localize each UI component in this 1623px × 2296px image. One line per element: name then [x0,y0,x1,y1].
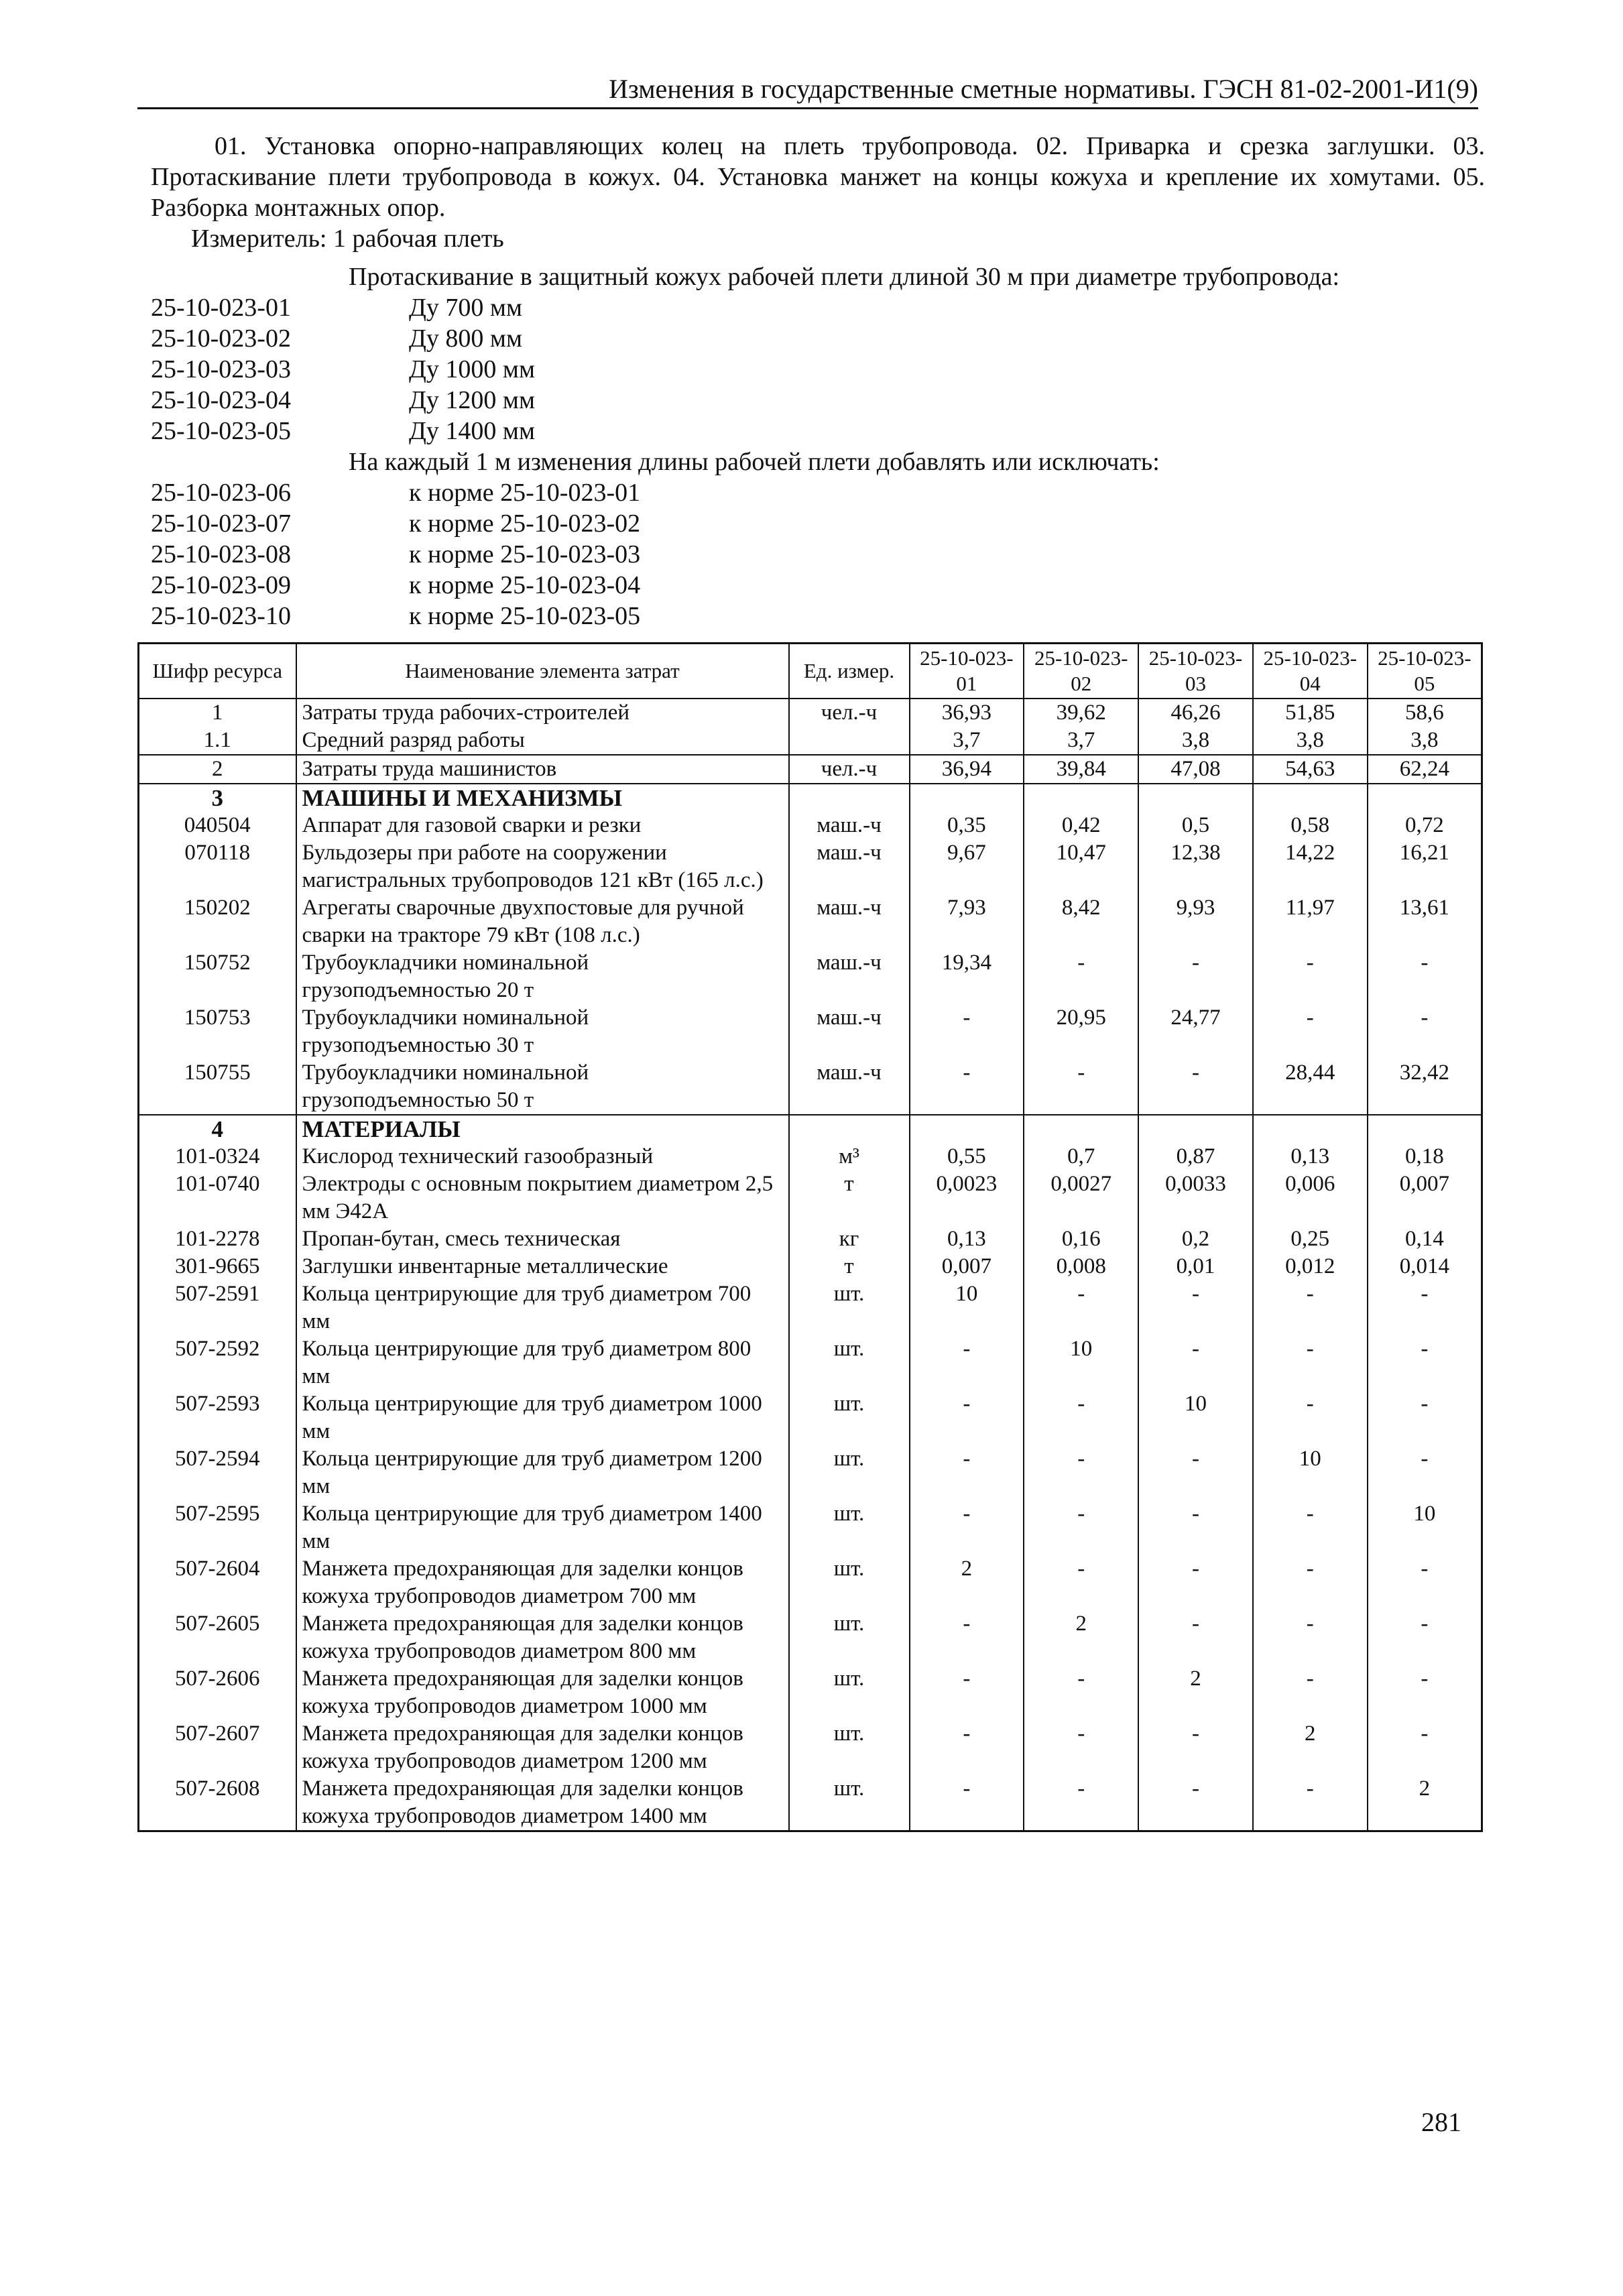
cell-norm-02: 2 [1024,1610,1138,1665]
cell-norm-02: - [1024,1775,1138,1831]
cell-unit: шт. [789,1610,910,1665]
cell-norm-03: 0,2 [1138,1225,1253,1253]
table-row [139,1335,1482,1390]
cell-norm-04: - [1253,1555,1368,1610]
cell-name: Манжета предохраняющая для заделки концов кожуха трубопроводов диаметром 700 мм [296,1555,789,1610]
cell-norm-03: - [1138,949,1253,1004]
cell-norm-03: 24,77 [1138,1004,1253,1059]
table-row [139,1775,1482,1831]
cell-unit [789,1115,910,1143]
cell-norm-01: - [910,1665,1024,1720]
cell-norm-03: 2 [1138,1665,1253,1720]
cell-unit: маш.-ч [789,839,910,894]
cell-norm-02: - [1024,1280,1138,1335]
header-title: Изменения в государственные сметные нормативы. ГЭСН 81-02-2001-И1(9) [609,74,1478,104]
cell-norm-03: - [1138,1445,1253,1500]
table-row [139,1390,1482,1445]
cell-norm-05: 0,007 [1368,1170,1482,1225]
work-composition: 01. Установка опорно-направляющих колец на плеть трубопровода. 02. Приварка и срезка заглушки. 03. Протаскивание плети трубопровода в кожух. 04. Установка манжет на концы кожуха и крепление их хомутами. 05. Разборка монтажных опор. [151,132,1485,222]
cell-norm-01 [910,784,1024,812]
cell-code: 507-2606 [139,1665,296,1720]
norm-heading-text: Протаскивание в защитный кожух рабочей плети длиной 30 м при диаметре трубопровода: [349,263,1340,291]
cell-name: Манжета предохраняющая для заделки концов кожуха трубопроводов диаметром 800 мм [296,1610,789,1665]
norm-item [151,385,1485,416]
cell-norm-05: - [1368,1335,1482,1390]
cell-norm-05: - [1368,1610,1482,1665]
cell-norm-02: 0,42 [1024,812,1138,839]
cell-norm-02: 0,008 [1024,1253,1138,1280]
cell-norm-05: 0,72 [1368,812,1482,839]
table-row [139,1720,1482,1775]
norm-code: 25-10-023-06 [151,479,291,507]
cell-norm-01: 3,7 [910,727,1024,755]
norm-item [151,477,1485,508]
cell-unit: т [789,1170,910,1225]
cell-norm-05: 32,42 [1368,1059,1482,1115]
page-number: 281 [1421,2107,1461,2137]
cell-norm-01: 0,35 [910,812,1024,839]
cell-norm-05: 0,014 [1368,1253,1482,1280]
cell-name: Манжета предохраняющая для заделки концов кожуха трубопроводов диаметром 1200 мм [296,1720,789,1775]
cell-norm-05: - [1368,1004,1482,1059]
table-row [139,894,1482,949]
cell-norm-01: 0,007 [910,1253,1024,1280]
cell-unit: чел.-ч [789,699,910,727]
cell-norm-04: - [1253,1335,1368,1390]
cell-norm-03: 0,01 [1138,1253,1253,1280]
cell-norm-02: 10 [1024,1335,1138,1390]
table-row [139,1004,1482,1059]
cell-norm-03: 3,8 [1138,727,1253,755]
cell-code: 070118 [139,839,296,894]
cell-code: 150753 [139,1004,296,1059]
cell-norm-02 [1024,784,1138,812]
cell-name: Средний разряд работы [296,727,789,755]
cell-code: 3 [139,784,296,812]
table-row [139,949,1482,1004]
cell-norm-05: 62,24 [1368,755,1482,784]
cell-name: МАШИНЫ И МЕХАНИЗМЫ [296,784,789,812]
cell-norm-02: - [1024,1500,1138,1555]
table-row [139,812,1482,839]
cell-norm-04: - [1253,1665,1368,1720]
cell-norm-03: 47,08 [1138,755,1253,784]
norm-code: 25-10-023-01 [151,294,291,322]
cell-norm-04: 28,44 [1253,1059,1368,1115]
table-row [139,1665,1482,1720]
norm-code: 25-10-023-10 [151,602,291,630]
cell-norm-03: - [1138,1500,1253,1555]
cell-norm-05: - [1368,1390,1482,1445]
cell-unit: маш.-ч [789,812,910,839]
cell-norm-05: 16,21 [1368,839,1482,894]
cell-norm-02: 8,42 [1024,894,1138,949]
cell-name: Электроды с основным покрытием диаметром 2,5 мм Э42А [296,1170,789,1225]
norm-item [151,292,1485,323]
cell-name: Затраты труда машинистов [296,755,789,784]
cell-name: Кислород технический газообразный [296,1143,789,1170]
cell-unit: кг [789,1225,910,1253]
norm-item [151,570,1485,601]
norm-code: 25-10-023-03 [151,355,291,383]
cell-norm-04: 2 [1253,1720,1368,1775]
cell-norm-03: 0,5 [1138,812,1253,839]
norm-name: к норме 25-10-023-01 [409,479,641,507]
cell-unit: м³ [789,1143,910,1170]
cell-norm-05: - [1368,1280,1482,1335]
cell-norm-04: 0,012 [1253,1253,1368,1280]
cell-name: МАТЕРИАЛЫ [296,1115,789,1143]
cell-name: Аппарат для газовой сварки и резки [296,812,789,839]
cell-norm-01: - [910,1445,1024,1500]
norm-name: Ду 1400 мм [409,417,536,445]
norm-name: к норме 25-10-023-05 [409,602,641,630]
cell-norm-05: 3,8 [1368,727,1482,755]
cell-norm-02: - [1024,1555,1138,1610]
header-norm-03: 25-10-023-03 [1138,644,1253,699]
cell-unit: маш.-ч [789,1004,910,1059]
cell-norm-03: 9,93 [1138,894,1253,949]
cell-unit: шт. [789,1390,910,1445]
cell-norm-04: 0,25 [1253,1225,1368,1253]
cell-norm-04: - [1253,1390,1368,1445]
cell-code: 507-2593 [139,1390,296,1445]
norm-code: 25-10-023-09 [151,571,291,599]
cell-unit: шт. [789,1335,910,1390]
header-norm-05: 25-10-023-05 [1368,644,1482,699]
norm-name: к норме 25-10-023-03 [409,540,641,568]
cell-code: 1 [139,699,296,727]
cell-norm-02: - [1024,1720,1138,1775]
cell-code: 507-2605 [139,1610,296,1665]
table-header-row [139,644,1482,699]
cell-code: 4 [139,1115,296,1143]
cell-name: Затраты труда рабочих-строителей [296,699,789,727]
cell-norm-04: 0,13 [1253,1143,1368,1170]
measure-unit: Измеритель: 1 рабочая плеть [191,225,504,253]
table-row [139,1143,1482,1170]
cell-norm-04: 11,97 [1253,894,1368,949]
cell-name: Кольца центрирующие для труб диаметром 800 мм [296,1335,789,1390]
cell-code: 150202 [139,894,296,949]
header-norm-02: 25-10-023-02 [1024,644,1138,699]
norm-item [151,354,1485,385]
cell-unit: шт. [789,1775,910,1831]
norm-name: Ду 700 мм [409,294,523,322]
table-row [139,755,1482,784]
cell-name: Кольца центрирующие для труб диаметром 1200 мм [296,1445,789,1500]
norm-code: 25-10-023-08 [151,540,291,568]
cell-unit: маш.-ч [789,1059,910,1115]
cell-norm-04: 51,85 [1253,699,1368,727]
cell-norm-03: - [1138,1720,1253,1775]
cell-norm-04 [1253,1115,1368,1143]
cell-unit: шт. [789,1500,910,1555]
cell-code: 507-2594 [139,1445,296,1500]
cell-norm-01: 36,93 [910,699,1024,727]
cell-norm-02: - [1024,1390,1138,1445]
table-row [139,839,1482,894]
cell-code: 040504 [139,812,296,839]
cell-unit [789,727,910,755]
cell-norm-02: 39,62 [1024,699,1138,727]
norm-code: 25-10-023-05 [151,417,291,445]
cell-unit: шт. [789,1720,910,1775]
cell-norm-05: 0,18 [1368,1143,1482,1170]
cell-norm-02: 20,95 [1024,1004,1138,1059]
cell-norm-04: 14,22 [1253,839,1368,894]
cell-norm-05: - [1368,1555,1482,1610]
cell-code: 2 [139,755,296,784]
cell-norm-04: 10 [1253,1445,1368,1500]
cell-norm-03: - [1138,1610,1253,1665]
cell-norm-02: - [1024,949,1138,1004]
cell-norm-05 [1368,784,1482,812]
running-header [137,72,1478,109]
table-row [139,1555,1482,1610]
header-name: Наименование элемента затрат [296,644,789,699]
cell-norm-01: 0,55 [910,1143,1024,1170]
cell-name: Бульдозеры при работе на сооружении магистральных трубопроводов 121 кВт (165 л.с.) [296,839,789,894]
cell-norm-02: - [1024,1059,1138,1115]
cell-norm-04: - [1253,1004,1368,1059]
cell-norm-04: 3,8 [1253,727,1368,755]
norm-item [151,508,1485,539]
cell-norm-03: - [1138,1775,1253,1831]
cell-norm-01: - [910,1610,1024,1665]
cell-norm-01: - [910,1720,1024,1775]
cell-norm-02 [1024,1115,1138,1143]
cell-name: Кольца центрирующие для труб диаметром 1400 мм [296,1500,789,1555]
cell-unit: чел.-ч [789,755,910,784]
cell-norm-01: - [910,1500,1024,1555]
cell-norm-01: 7,93 [910,894,1024,949]
norm-list [151,261,1485,631]
norm-item [151,323,1485,354]
cell-norm-03: - [1138,1335,1253,1390]
cell-norm-04 [1253,784,1368,812]
cell-norm-04: - [1253,1280,1368,1335]
cell-norm-04: - [1253,1610,1368,1665]
table-row [139,784,1482,812]
cell-code: 1.1 [139,727,296,755]
cell-name: Кольца центрирующие для труб диаметром 700 мм [296,1280,789,1335]
norm-heading-text: На каждый 1 м изменения длины рабочей плети добавлять или исключать: [349,448,1160,476]
cell-norm-03: 0,0033 [1138,1170,1253,1225]
cell-unit: т [789,1253,910,1280]
norm-name: Ду 1000 мм [409,355,536,383]
norm-item [151,539,1485,570]
norm-group-heading [151,261,1485,292]
cell-code: 150752 [139,949,296,1004]
cell-norm-02: - [1024,1665,1138,1720]
norm-name: к норме 25-10-023-02 [409,509,641,538]
table-row [139,1280,1482,1335]
cell-norm-03 [1138,1115,1253,1143]
cell-unit: маш.-ч [789,894,910,949]
norm-code: 25-10-023-07 [151,509,291,538]
table-row [139,1115,1482,1143]
cell-norm-04: - [1253,949,1368,1004]
cell-norm-04: 54,63 [1253,755,1368,784]
cell-norm-03: - [1138,1280,1253,1335]
cell-code: 150755 [139,1059,296,1115]
norm-group-heading [151,446,1485,477]
table-row [139,1170,1482,1225]
norm-code: 25-10-023-02 [151,324,291,353]
table-row [139,1500,1482,1555]
cell-norm-03: 10 [1138,1390,1253,1445]
cell-name: Кольца центрирующие для труб диаметром 1000 мм [296,1390,789,1445]
cell-code: 507-2591 [139,1280,296,1335]
cell-name: Пропан-бутан, смесь техническая [296,1225,789,1253]
cell-name: Трубоукладчики номинальной грузоподъемностью 30 т [296,1004,789,1059]
table-row [139,727,1482,755]
cell-code: 101-0740 [139,1170,296,1225]
cell-norm-04: - [1253,1500,1368,1555]
table-row [139,1445,1482,1500]
cell-norm-04: - [1253,1775,1368,1831]
cell-norm-01: 2 [910,1555,1024,1610]
cell-norm-03: 0,87 [1138,1143,1253,1170]
cell-norm-01: - [910,1004,1024,1059]
cell-norm-05: - [1368,949,1482,1004]
cell-norm-03: - [1138,1059,1253,1115]
cell-name: Манжета предохраняющая для заделки концов кожуха трубопроводов диаметром 1400 мм [296,1775,789,1831]
cell-norm-01 [910,1115,1024,1143]
cell-code: 507-2607 [139,1720,296,1775]
cell-code: 507-2595 [139,1500,296,1555]
table-row [139,1253,1482,1280]
cell-norm-01: - [910,1390,1024,1445]
table-body [139,699,1482,1831]
norm-name: Ду 800 мм [409,324,523,353]
header-unit: Ед. измер. [789,644,910,699]
cell-norm-01: - [910,1775,1024,1831]
cell-norm-01: 0,0023 [910,1170,1024,1225]
cell-norm-01: - [910,1335,1024,1390]
cell-norm-02: 0,7 [1024,1143,1138,1170]
cell-norm-02: 39,84 [1024,755,1138,784]
cell-norm-05: 0,14 [1368,1225,1482,1253]
cell-norm-05: 10 [1368,1500,1482,1555]
cell-norm-05: 58,6 [1368,699,1482,727]
cell-name: Трубоукладчики номинальной грузоподъемностью 20 т [296,949,789,1004]
table-row [139,699,1482,727]
cell-norm-02: 0,16 [1024,1225,1138,1253]
norm-name: Ду 1200 мм [409,386,536,414]
norm-item [151,416,1485,446]
header-norm-04: 25-10-023-04 [1253,644,1368,699]
cell-norm-01: - [910,1059,1024,1115]
table-row [139,1610,1482,1665]
cell-unit: шт. [789,1665,910,1720]
cell-norm-05: 13,61 [1368,894,1482,949]
cell-name: Манжета предохраняющая для заделки концов кожуха трубопроводов диаметром 1000 мм [296,1665,789,1720]
cell-norm-01: 19,34 [910,949,1024,1004]
cell-norm-03: 12,38 [1138,839,1253,894]
cell-unit [789,784,910,812]
cell-norm-01: 10 [910,1280,1024,1335]
cell-norm-05 [1368,1115,1482,1143]
norm-name: к норме 25-10-023-04 [409,571,641,599]
header-code: Шифр ресурса [139,644,296,699]
cell-unit: шт. [789,1445,910,1500]
cell-code: 101-2278 [139,1225,296,1253]
cell-name: Заглушки инвентарные металлические [296,1253,789,1280]
cell-norm-04: 0,006 [1253,1170,1368,1225]
norm-item [151,601,1485,631]
cell-name: Трубоукладчики номинальной грузоподъемностью 50 т [296,1059,789,1115]
cell-norm-05: - [1368,1665,1482,1720]
cell-unit: шт. [789,1280,910,1335]
cell-norm-02: 0,0027 [1024,1170,1138,1225]
cell-code: 507-2592 [139,1335,296,1390]
cell-norm-01: 9,67 [910,839,1024,894]
table-row [139,1059,1482,1115]
cell-norm-03: - [1138,1555,1253,1610]
intro-block [151,131,1485,254]
cell-name: Агрегаты сварочные двухпостовые для ручной сварки на тракторе 79 кВт (108 л.с.) [296,894,789,949]
cell-norm-03: 46,26 [1138,699,1253,727]
cell-norm-01: 0,13 [910,1225,1024,1253]
cell-norm-02: - [1024,1445,1138,1500]
cell-code: 507-2604 [139,1555,296,1610]
norm-code: 25-10-023-04 [151,386,291,414]
cell-norm-02: 3,7 [1024,727,1138,755]
cell-unit: маш.-ч [789,949,910,1004]
cell-code: 101-0324 [139,1143,296,1170]
cell-code: 507-2608 [139,1775,296,1831]
cell-norm-05: 2 [1368,1775,1482,1831]
header-norm-01: 25-10-023-01 [910,644,1024,699]
cell-code: 301-9665 [139,1253,296,1280]
cell-norm-05: - [1368,1720,1482,1775]
resource-table [137,642,1483,1832]
cell-norm-05: - [1368,1445,1482,1500]
cell-norm-01: 36,94 [910,755,1024,784]
table-row [139,1225,1482,1253]
cell-norm-02: 10,47 [1024,839,1138,894]
cell-norm-03 [1138,784,1253,812]
cell-norm-04: 0,58 [1253,812,1368,839]
cell-unit: шт. [789,1555,910,1610]
